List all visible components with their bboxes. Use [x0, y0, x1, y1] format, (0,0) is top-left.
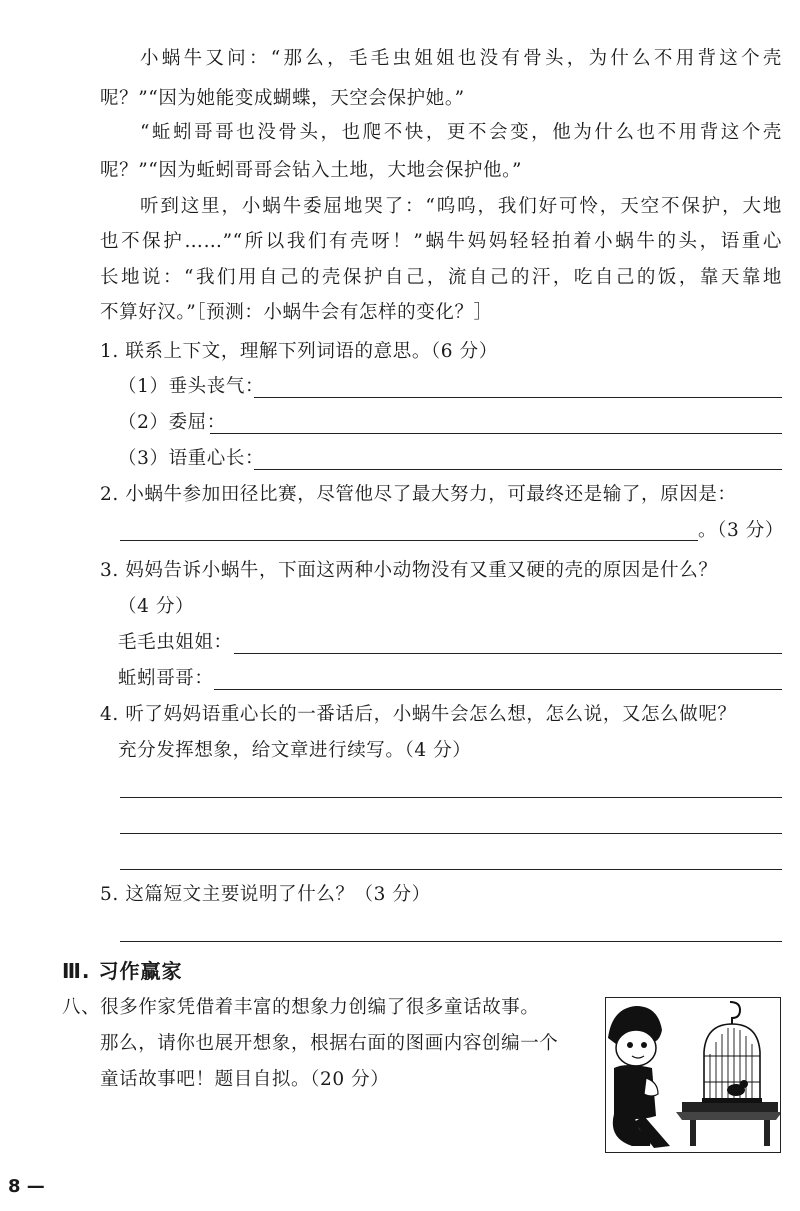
passage-line: 长地说：“我们用自己的壳保护自己，流自己的汗，吃自己的饭，靠天靠地 [100, 267, 782, 288]
answer-line[interactable] [234, 653, 782, 654]
question-1a-label: （1）垂头丧气： [118, 376, 265, 397]
question-4: 4. 听了妈妈语重心长的一番话后，小蜗牛会怎么想，怎么说，又怎么做呢？ [100, 704, 737, 725]
question-3-score: （4 分） [118, 596, 195, 617]
question-1b-label: （2）委屈： [118, 412, 226, 433]
question-1: 1. 联系上下文，理解下列词语的意思。（6 分） [100, 341, 498, 362]
passage-line: 呢？”“因为她能变成蝴蝶，天空会保护她。” [100, 88, 465, 109]
question-5: 5. 这篇短文主要说明了什么？（3 分） [100, 884, 431, 905]
question-2-score: 。（3 分） [698, 520, 785, 541]
passage-line: 听到这里，小蜗牛委屈地哭了：“呜呜，我们好可怜，天空不保护，大地 [140, 196, 782, 217]
answer-line[interactable] [120, 540, 698, 541]
passage-line: 也不保护……”“所以我们有壳呀！”蜗牛妈妈轻轻拍着小蜗牛的头，语重心 [100, 231, 782, 252]
passage-line: 呢？”“因为蚯蚓哥哥会钻入土地，大地会保护他。” [100, 160, 523, 181]
answer-line[interactable] [254, 397, 782, 398]
page-number: 8 — [8, 1176, 45, 1197]
passage-line: “蚯蚓哥哥也没骨头，也爬不快，更不会变，他为什么也不用背这个壳 [140, 122, 782, 143]
passage-line: 不算好汉。”［预测：小蜗牛会有怎样的变化？］ [100, 302, 493, 323]
passage-line: 小蜗牛又问：“那么，毛毛虫姐姐也没有骨头，为什么不用背这个壳 [140, 48, 782, 69]
question-4-line-2: 充分发挥想象，给文章进行续写。（4 分） [118, 740, 472, 761]
question-3: 3. 妈妈告诉小蜗牛，下面这两种小动物没有又重又硬的壳的原因是什么？ [100, 560, 718, 581]
answer-line[interactable] [120, 941, 782, 942]
answer-line[interactable] [120, 797, 782, 798]
question-3a-label: 毛毛虫姐姐： [118, 632, 233, 653]
boy-and-birdcage-illustration [605, 997, 781, 1153]
question-1c-label: （3）语重心长： [118, 448, 265, 469]
question-3b-label: 蚯蚓哥哥： [118, 668, 214, 689]
answer-line[interactable] [214, 689, 782, 690]
essay-prompt-line: 那么，请你也展开想象，根据右面的图画内容创编一个 [100, 1033, 559, 1054]
answer-line[interactable] [210, 433, 782, 434]
essay-prompt-line: 童话故事吧！题目自拟。（20 分） [100, 1069, 390, 1090]
answer-line[interactable] [120, 869, 782, 870]
answer-line[interactable] [254, 469, 782, 470]
question-2: 2. 小蜗牛参加田径比赛，尽管他尽了最大努力，可最终还是输了，原因是： [100, 484, 737, 505]
answer-line[interactable] [120, 833, 782, 834]
essay-prompt-line: 八、很多作家凭借着丰富的想象力创编了很多童话故事。 [62, 997, 540, 1018]
section-heading: Ⅲ. 习作赢家 [62, 959, 183, 983]
